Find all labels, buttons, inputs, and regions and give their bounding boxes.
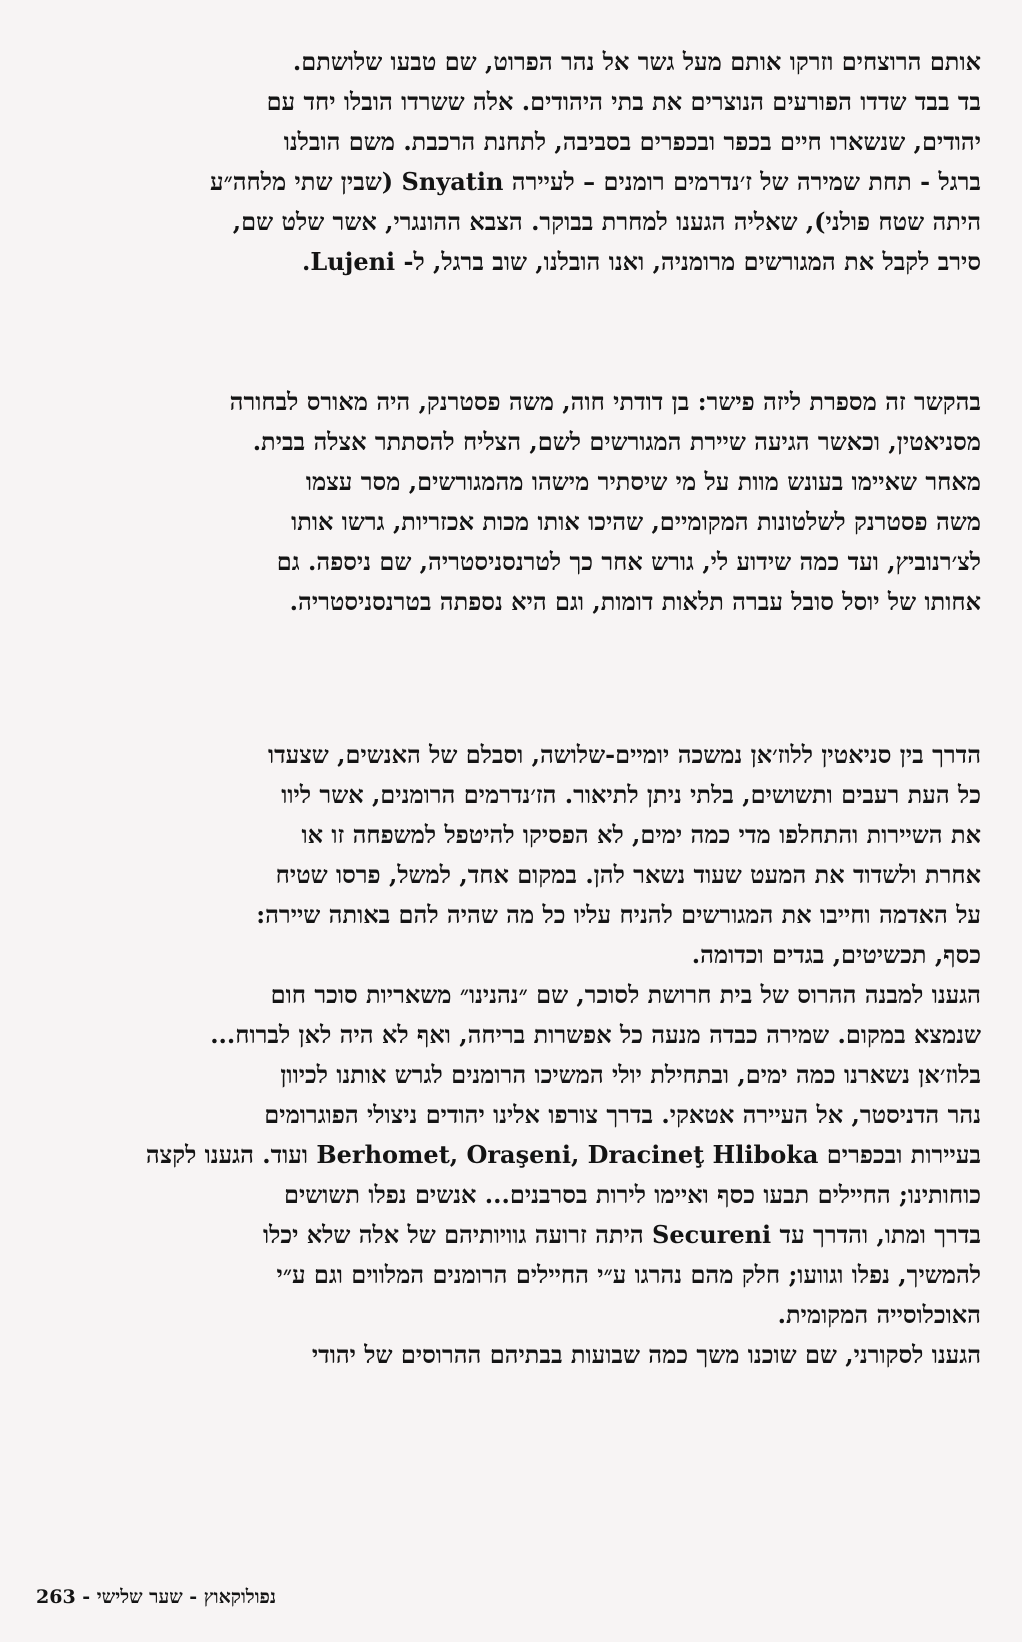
- text-line: משה פסטרנק לשלטונות המקומיים, שהיכו אותו מכות אכזריות, גרשו אותו: [291, 507, 981, 536]
- text-line: על האדמה וחייבו את המגורשים להניח עליו כל מה שהיה להם באותה שיירה:: [256, 900, 981, 929]
- text-line: בלוז׳אן נשארנו כמה ימים, ובתחילת יולי המשיכו הרומנים לגרש אותנו לכיוון: [280, 1060, 981, 1089]
- text-line: להמשיך, נפלו וגוועו; חלק מהם נהרגו ע״י החיילים הרומנים המלווים וגם ע״י: [276, 1260, 981, 1289]
- text-line: כסף, תכשיטים, בגדים וכדומה.: [691, 940, 981, 969]
- text-line: לצ׳רנוביץ, ועד כמה שידוע לי, גורש אחר כך לטרנסניסטריה, שם ניספה. גם: [276, 547, 981, 576]
- paragraph-3: [36, 735, 981, 1375]
- text-line: כוחותינו; החיילים תבעו כסף ואיימו לירות בסרבנים... אנשים נפלו תשושים: [283, 1180, 981, 1209]
- text-line: בעיירות ובכפרים Berhomet, Oraşeni, Dracineţ Hliboka ועוד. הגענו לקצה: [145, 1140, 981, 1169]
- text-line: נהר הדניסטר, אל העיירה אטאקי. בדרך צורפו אלינו יהודים ניצולי הפוגרומים: [264, 1100, 981, 1129]
- text-line: כל העת רעבים ותשושים, בלתי ניתן לתיאור. הז׳נדרמים הרומנים, אשר ליוו: [281, 780, 981, 809]
- text-line: מאחר שאיימו בעונש מוות על מי שיסתיר מישהו מהמגורשים, מסר עצמו: [305, 467, 981, 496]
- paragraph-1: [36, 42, 981, 282]
- paragraph-2: [36, 382, 981, 622]
- text-line: אחרת ולשדוד את המעט שעוד נשאר להן. במקום אחד, למשל, פרסו שטיח: [275, 860, 981, 889]
- text-line: את השיירות והתחלפו מדי כמה ימים, לא הפסיקו להיטפל למשפחה זו או: [301, 820, 981, 849]
- page-footer: נפולוקאוץ - שער שלישי - 263: [36, 1586, 277, 1608]
- text-line: מסניאטין, וכאשר הגיעה שיירת המגורשים לשם, הצליח להסתתר אצלה בבית.: [252, 427, 981, 456]
- text-line: אחותו של יוסל סובל עברה תלאות דומות, וגם היא נספתה בטרנסניסטריה.: [289, 587, 981, 616]
- text-line: שנמצא במקום. שמירה כבדה מנעה כל אפשרות בריחה, ואף לא היה לאן לברוח...: [210, 1020, 981, 1049]
- text-line: בהקשר זה מספרת ליזה פישר: בן דודתי חוה, משה פסטרנק, היה מאורס לבחורה: [229, 387, 981, 416]
- text-line: האוכלוסייה המקומית.: [777, 1300, 981, 1329]
- text-line: סירב לקבל את המגורשים מרומניה, ואנו הובלנו, שוב ברגל, ל- Lujeni.: [301, 247, 981, 276]
- text-line: אותם הרוצחים וזרקו אותם מעל גשר אל נהר הפרוט, שם טבעו שלושתם.: [292, 47, 981, 76]
- text-line: בד בבד שדדו הפורעים הנוצרים את בתי היהודים. אלה ששרדו הובלו יחד עם: [266, 87, 981, 116]
- text-line: הגענו לסקורני, שם שוכנו משך כמה שבועות בבתיהם ההרוסים של יהודי: [311, 1340, 981, 1369]
- text-line: הגענו למבנה ההרוס של בית חרושת לסוכר, שם ״נהנינו״ משאריות סוכר חום: [270, 980, 981, 1009]
- text-line: בדרך ומתו, והדרך עד Secureni היתה זרועה גוויותיהם של אלה שלא יכלו: [262, 1220, 981, 1249]
- text-line: יהודים, שנשארו חיים בכפר ובכפרים בסביבה, לתחנת הרכבת. משם הובלנו: [283, 127, 981, 156]
- text-line: הדרך בין סניאטין ללוז׳אן נמשכה יומיים-שלושה, וסבלם של האנשים, שצעדו: [267, 740, 981, 769]
- text-line: היתה שטח פולני), שאליה הגענו למחרת בבוקר. הצבא ההונגרי, אשר שלט שם,: [232, 207, 981, 236]
- text-line: ברגל - תחת שמירה של ז׳נדרמים רומנים – לעיירה Snyatin (שבין שתי מלחה״ע: [210, 167, 981, 196]
